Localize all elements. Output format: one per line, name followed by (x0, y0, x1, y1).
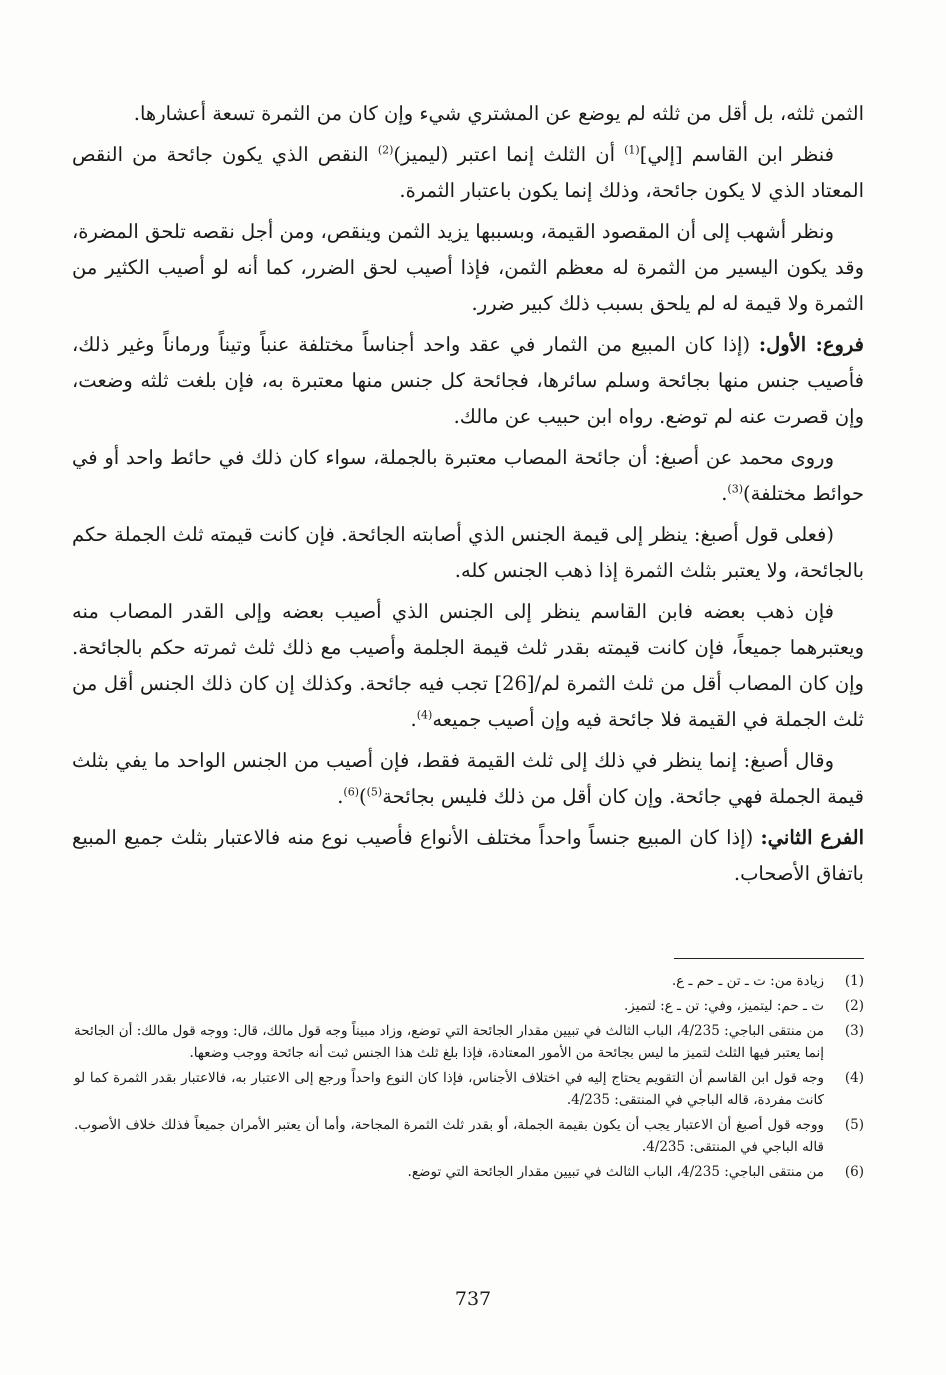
footnote-text: ت ـ حم: ليتميز، وفي: تن ـ ع: لتميز. (624, 998, 824, 1014)
footnote-number: (6) (844, 1164, 864, 1180)
footnote-number: (5) (844, 1117, 864, 1133)
paragraph-text: فنظر ابن القاسم [إلي] (639, 143, 834, 166)
footnote-ref[interactable]: (3) (727, 482, 744, 496)
footnote-number: (1) (844, 973, 864, 989)
footnote-text: من منتقى الباجي: 4/235، الباب الثالث في تبيين مقدار الجائحة التي توضع. (407, 1164, 824, 1180)
footnote-number: (2) (844, 998, 864, 1014)
footnote-number: (3) (844, 1023, 864, 1039)
footnotes (74, 970, 864, 1186)
footnote-ref[interactable]: (5) (366, 785, 383, 799)
footnote-ref[interactable]: (2) (377, 143, 394, 157)
paragraph-3 (72, 214, 864, 322)
paragraph-text: . (410, 708, 417, 731)
page-number: 737 (454, 1288, 492, 1310)
section-label: الفرع الثاني: (760, 826, 864, 849)
paragraph-text: وروى محمد عن أصبغ: أن جائحة المصاب معتبرة بالجملة، سواء كان ذلك في حائط واحد أو في حوائط مختلفة) (72, 446, 864, 505)
paragraph-1 (72, 96, 864, 132)
footnote-text: من منتقى الباجي: 4/235، الباب الثالث في تبيين مقدار الجائحة التي توضع، وزاد مبيناً وجه قول مالك، قال: ووجه قول مالك: أن الجائحة إنما يعتبر فيها الثلث لتميز ما ليس بجائحة من الأمور المعتادة، فإذا بلغ ثلث هذا الجنس ثبت أنه جائحة ووجب وضعها. (74, 1023, 824, 1061)
paragraph-text: النقص الذي يكون جائحة من النقص المعتاد الذي لا يكون جائحة، وذلك إنما يكون باعتبار الثمرة. (72, 143, 864, 202)
paragraph-text: (فعلى قول أصبغ: ينظر إلى قيمة الجنس الذي أصابته الجائحة. فإن كانت قيمته ثلث الجملة حكم بالجائحة، ولا يعتبر بثلث الثمرة إذا ذهب الجنس كله. (72, 523, 864, 582)
footnote-text: زيادة من: ت ـ تن ـ حم ـ ع. (671, 973, 824, 989)
paragraph-text: فإن ذهب بعضه فابن القاسم ينظر إلى الجنس الذي أصيب بعضه وإلى القدر المصاب منه ويعتبرهما جميعاً، فإن كانت قيمته بقدر ثلث قيمة الجلمة وأصيب مع ذلك ثلث ثمرته حكم بالجائحة. وإن كان المصاب أقل من ثلث الثمرة لم/[26] تجب فيه جائحة. وكذلك إن كان ذلك الجنس أقل من ثلث الجملة في القيمة فلا جائحة فيه وإن أصيب جميعه (72, 600, 864, 731)
paragraph-2 (72, 137, 864, 209)
paragraph-text: . (337, 785, 344, 808)
footnote-text: ووجه قول أصبغ أن الاعتبار يجب أن يكون بقيمة الجملة، أو بقدر ثلث الثمرة المجاحة، وأما أن يعتبر الأمران جميعاً فذلك خلاف الأصوب. قاله الباجي في المنتقى: 4/235. (74, 1117, 824, 1155)
footnote-number: (4) (844, 1070, 864, 1086)
section-label: فروع: الأول: (758, 333, 864, 356)
paragraph-text: أن الثلث إنما اعتبر (ليميز) (393, 143, 625, 166)
paragraph-text: . (721, 482, 728, 505)
paragraph-text: (إذا كان المبيع جنساً واحداً مختلف الأنواع فأصيب نوع منه فالاعتبار بثلث جميع المبيع باتفاق الأصحاب. (72, 826, 864, 885)
paragraph-text: (إذا كان المبيع من الثمار في عقد واحد أجناساً مختلفة عنباً وتيناً ورماناً وغير ذلك، فأصيب جنس منها بجائحة وسلم سائرها، فجائحة كل جنس منها معتبرة به، فإن بلغت ثلثه وضعت، وإن قصرت عنه لم توضع. رواه ابن حبيب عن مالك. (72, 333, 864, 428)
footnote-text: وجه قول ابن القاسم أن التقويم يحتاج إليه في اختلاف الأجناس، فإذا كان النوع واحداً ورجع إلى الاعتبار به، فالاعتبار بقدر الثمرة كما لو كانت مفردة، قاله الباجي في المنتقى: 4/235. (74, 1070, 824, 1108)
paragraph-4 (72, 327, 864, 435)
footnote-item (74, 1067, 864, 1111)
paragraph-5 (72, 440, 864, 512)
footnote-divider (674, 958, 864, 959)
paragraph-8 (72, 743, 864, 815)
footnote-ref[interactable]: (1) (624, 143, 640, 157)
paragraph-9 (72, 820, 864, 892)
paragraph-text: ونظر أشهب إلى أن المقصود القيمة، وبسببها يزيد الثمن وينقص، ومن أجل نقصه تلحق المضرة، وقد يكون اليسير من الثمرة له معظم الثمن، فإذا أصيب لحق الضرر، كما أنه لو أصيب الكثير من الثمرة ولا قيمة له لم يلحق بسبب ذلك كبير ضرر. (72, 220, 864, 315)
footnote-item (74, 1114, 864, 1158)
footnote-ref[interactable]: (4) (416, 708, 433, 722)
paragraph-7 (72, 594, 864, 738)
footnote-item (74, 970, 864, 992)
footnote-item (74, 995, 864, 1017)
paragraph-6 (72, 517, 864, 589)
paragraph-text: ) (359, 785, 367, 808)
paragraph-text: الثمن ثلثه، بل أقل من ثلثه لم يوضع عن المشتري شيء وإن كان من الثمرة تسعة أعشارها. (133, 102, 864, 125)
main-text (72, 96, 864, 897)
paragraph-text: وقال أصبغ: إنما ينظر في ذلك إلى ثلث القيمة فقط، فإن أصيب من الجنس الواحد ما يفي بثلث قيمة الجملة فهي جائحة. وإن كان أقل من ذلك فليس بجائحة (72, 749, 864, 808)
footnote-item (74, 1020, 864, 1064)
footnote-item (74, 1161, 864, 1183)
footnote-ref[interactable]: (6) (343, 785, 360, 799)
